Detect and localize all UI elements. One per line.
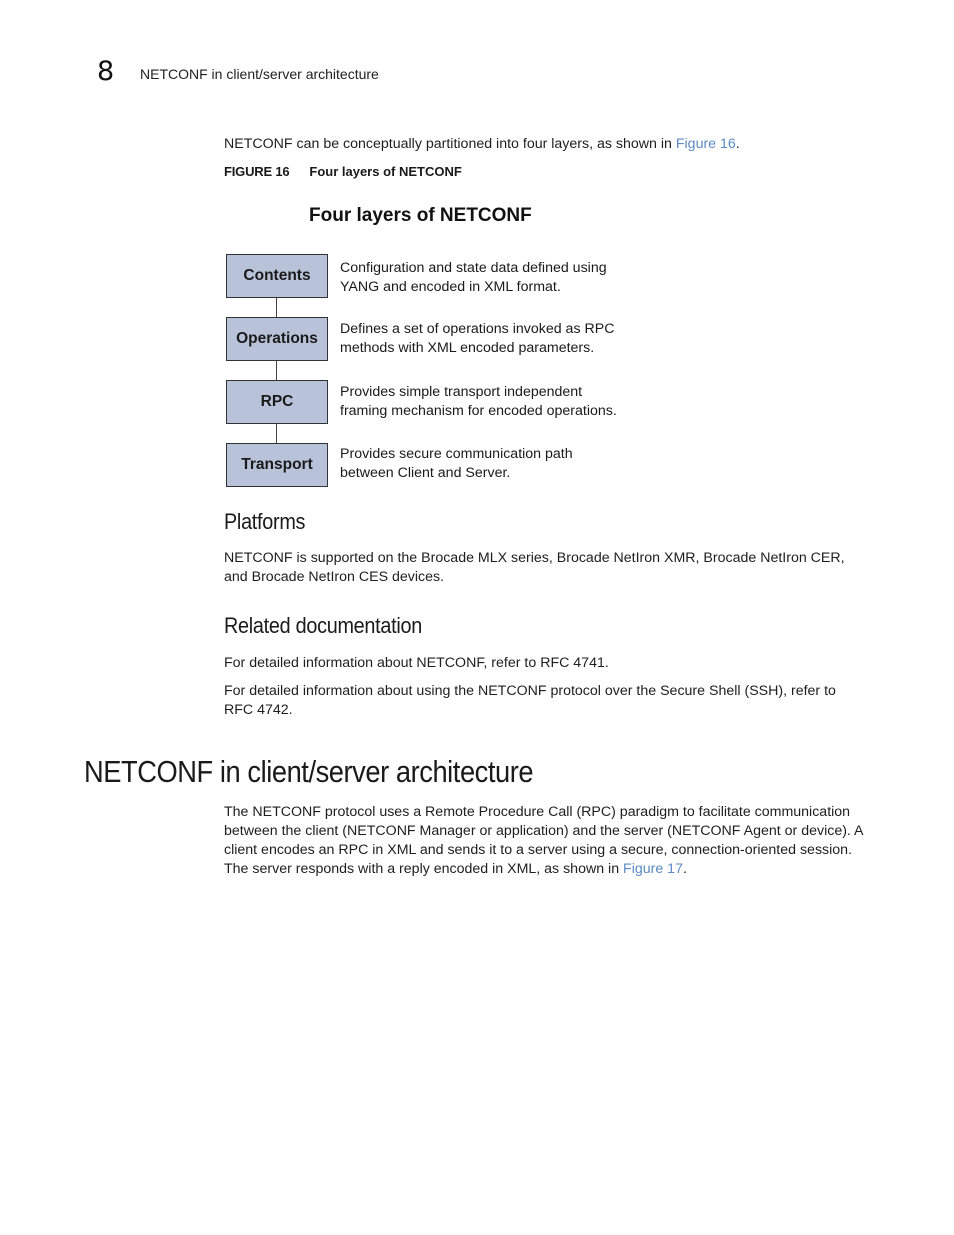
section-paragraph [224, 803, 869, 879]
diagram-title: Four layers of NETCONF [309, 205, 532, 226]
layer-box-operations: Operations [226, 317, 328, 361]
layer-box-rpc: RPC [226, 380, 328, 424]
section-heading: NETCONF in client/server architecture [84, 754, 534, 789]
related-documentation-heading: Related documentation [224, 613, 422, 638]
figure-caption-text: Four layers of NETCONF [309, 164, 462, 179]
chapter-number: 8 [97, 56, 115, 87]
platforms-heading: Platforms [224, 509, 306, 534]
layer-connector [276, 361, 277, 382]
related-paragraph-1: For detailed information about NETCONF, refer to RFC 4741. [224, 655, 609, 671]
layer-box-contents: Contents [226, 254, 328, 298]
layer-description-contents: Configuration and state data defined using YANG and encoded in XML format. [340, 260, 607, 295]
section-text-end: . [682, 861, 687, 877]
related-paragraph-2: For detailed information about using the NETCONF protocol over the Secure Shell (SSH), refer to RFC 4742. [224, 683, 836, 718]
figure-16-link[interactable]: Figure 16 [675, 136, 736, 152]
layer-box-transport: Transport [226, 443, 328, 487]
figure-label: FIGURE 16 [224, 164, 290, 179]
intro-text: NETCONF can be conceptually partitioned into four layers, as shown in [224, 136, 676, 152]
intro-text-end: . [735, 136, 740, 152]
section-text: The NETCONF protocol uses a Remote Procedure Call (RPC) paradigm to facilitate communication between the client (NETCONF Manager or application) and the server (NETCONF Agent or device). A client encodes an RPC in XML and sends it to a server using a secure, connection-oriented session. The server responds with a reply encoded in XML, as shown in [224, 804, 863, 877]
platforms-text: NETCONF is supported on the Brocade MLX series, Brocade NetIron XMR, Brocade NetIron CER, and Brocade NetIron CES devices. [224, 550, 845, 585]
layer-connector [276, 298, 277, 319]
figure-caption [224, 164, 462, 179]
figure-17-link[interactable]: Figure 17 [623, 861, 683, 877]
intro-paragraph [224, 135, 864, 154]
layer-description-rpc: Provides simple transport independent framing mechanism for encoded operations. [340, 384, 617, 419]
layer-description-transport: Provides secure communication path between Client and Server. [340, 446, 573, 481]
running-header-title: NETCONF in client/server architecture [140, 66, 379, 82]
layer-description-operations: Defines a set of operations invoked as RPC methods with XML encoded parameters. [340, 321, 615, 356]
layer-connector [276, 424, 277, 445]
